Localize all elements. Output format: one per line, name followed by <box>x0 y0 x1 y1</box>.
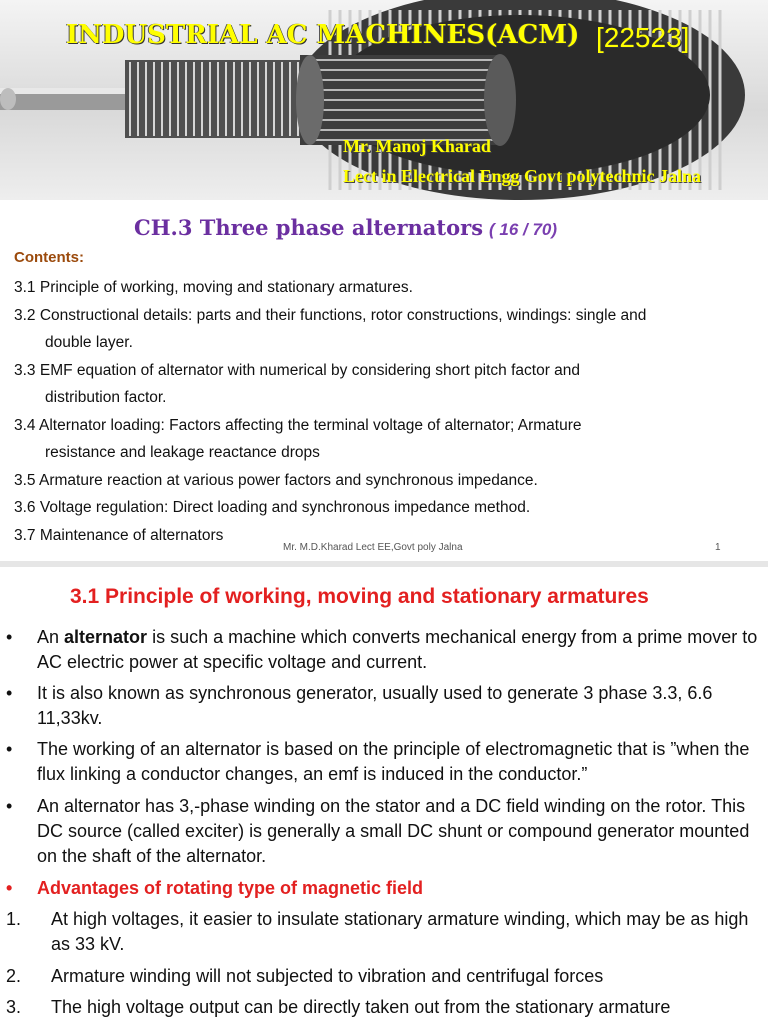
contents-item-text: 3.7 Maintenance of alternators <box>14 526 224 544</box>
page-number: 1 <box>715 542 721 553</box>
course-title: INDUSTRIAL AC MACHINES(ACM) <box>66 20 580 50</box>
contents-item <box>14 274 764 302</box>
number-marker: 1. <box>6 909 22 929</box>
numbered-text: At high voltages, it easier to insulate stationary armature winding, which may be as high as 33 kV. <box>51 909 749 954</box>
chapter-marks: ( 16 / 70) <box>489 220 558 239</box>
chapter-title: CH.3 Three phase alternators <box>134 215 484 240</box>
contents-label: Contents: <box>14 249 84 266</box>
bullet-text: It is also known as synchronous generator, usually used to generate 3 phase 3.3, 6.6 11,33kv. <box>37 683 713 728</box>
number-marker: 3. <box>6 997 22 1017</box>
contents-item <box>14 494 764 522</box>
section-heading: 3.1 Principle of working, moving and stationary armatures <box>70 585 649 608</box>
number-marker: 2. <box>6 966 22 986</box>
contents-item-text: 3.1 Principle of working, moving and stationary armatures. <box>14 279 413 296</box>
contents-item <box>14 412 764 467</box>
contents-item-text: 3.6 Voltage regulation: Direct loading and synchronous impedance method. <box>14 499 531 516</box>
title-banner <box>0 0 768 200</box>
advantages-heading-text: Advantages of rotating type of magnetic field <box>37 878 424 898</box>
contents-item <box>14 302 764 357</box>
chapter-heading <box>134 215 557 240</box>
bullet-keyword: alternator <box>64 627 148 647</box>
bullet-marker: • <box>6 739 13 759</box>
contents-item-text: 3.2 Constructional details: parts and their functions, rotor constructions, windings: single and <box>14 306 647 324</box>
bullet-marker: • <box>6 683 13 703</box>
bullet-marker: • <box>6 878 13 898</box>
contents-item-text: 3.3 EMF equation of alternator with numerical by considering short pitch factor and <box>14 361 581 379</box>
author-designation: Lect in Electrical Engg Govt polytechnic Jalna <box>343 166 701 186</box>
numbered-text: The high voltage output can be directly taken out from the stationary armature <box>51 997 671 1017</box>
numbered-text: Armature winding will not subjected to vibration and centrifugal forces <box>51 966 604 986</box>
contents-item-text: 3.4 Alternator loading: Factors affecting the terminal voltage of alternator; Armature <box>14 416 582 434</box>
contents-item-continuation: distribution factor. <box>45 389 167 406</box>
bullet-marker: • <box>6 627 13 647</box>
contents-item-continuation: double layer. <box>45 334 133 351</box>
bullet-text: An alternator has 3,-phase winding on the stator and a DC field winding on the rotor. This DC source (called exciter) is generally a small DC shunt or compound generator mounted on the shaft of the alternator. <box>37 796 750 866</box>
bullet-body: is such a machine which converts mechanical energy from a prime mover to AC electric power at specific voltage and current. <box>37 627 758 672</box>
contents-item <box>14 467 764 495</box>
slide-footer: Mr. M.D.Kharad Lect EE,Govt poly Jalna <box>283 542 463 553</box>
bullet-marker: • <box>6 796 13 816</box>
contents-item <box>14 357 764 412</box>
author-name: Mr. Manoj Kharad <box>343 136 491 156</box>
slide-2 <box>0 567 768 1024</box>
contents-item-text: 3.5 Armature reaction at various power factors and synchronous impedance. <box>14 471 538 489</box>
contents-list <box>14 274 764 549</box>
contents-item-continuation: resistance and leakage reactance drops <box>45 444 320 461</box>
bullet-text: The working of an alternator is based on the principle of electromagnetic that is ”when the flux linking a conductor changes, an emf is induced in the conductor.” <box>37 739 750 784</box>
course-code: [22523] <box>596 22 690 53</box>
bullet-prefix: An <box>37 627 65 647</box>
bullet-text <box>37 625 765 675</box>
